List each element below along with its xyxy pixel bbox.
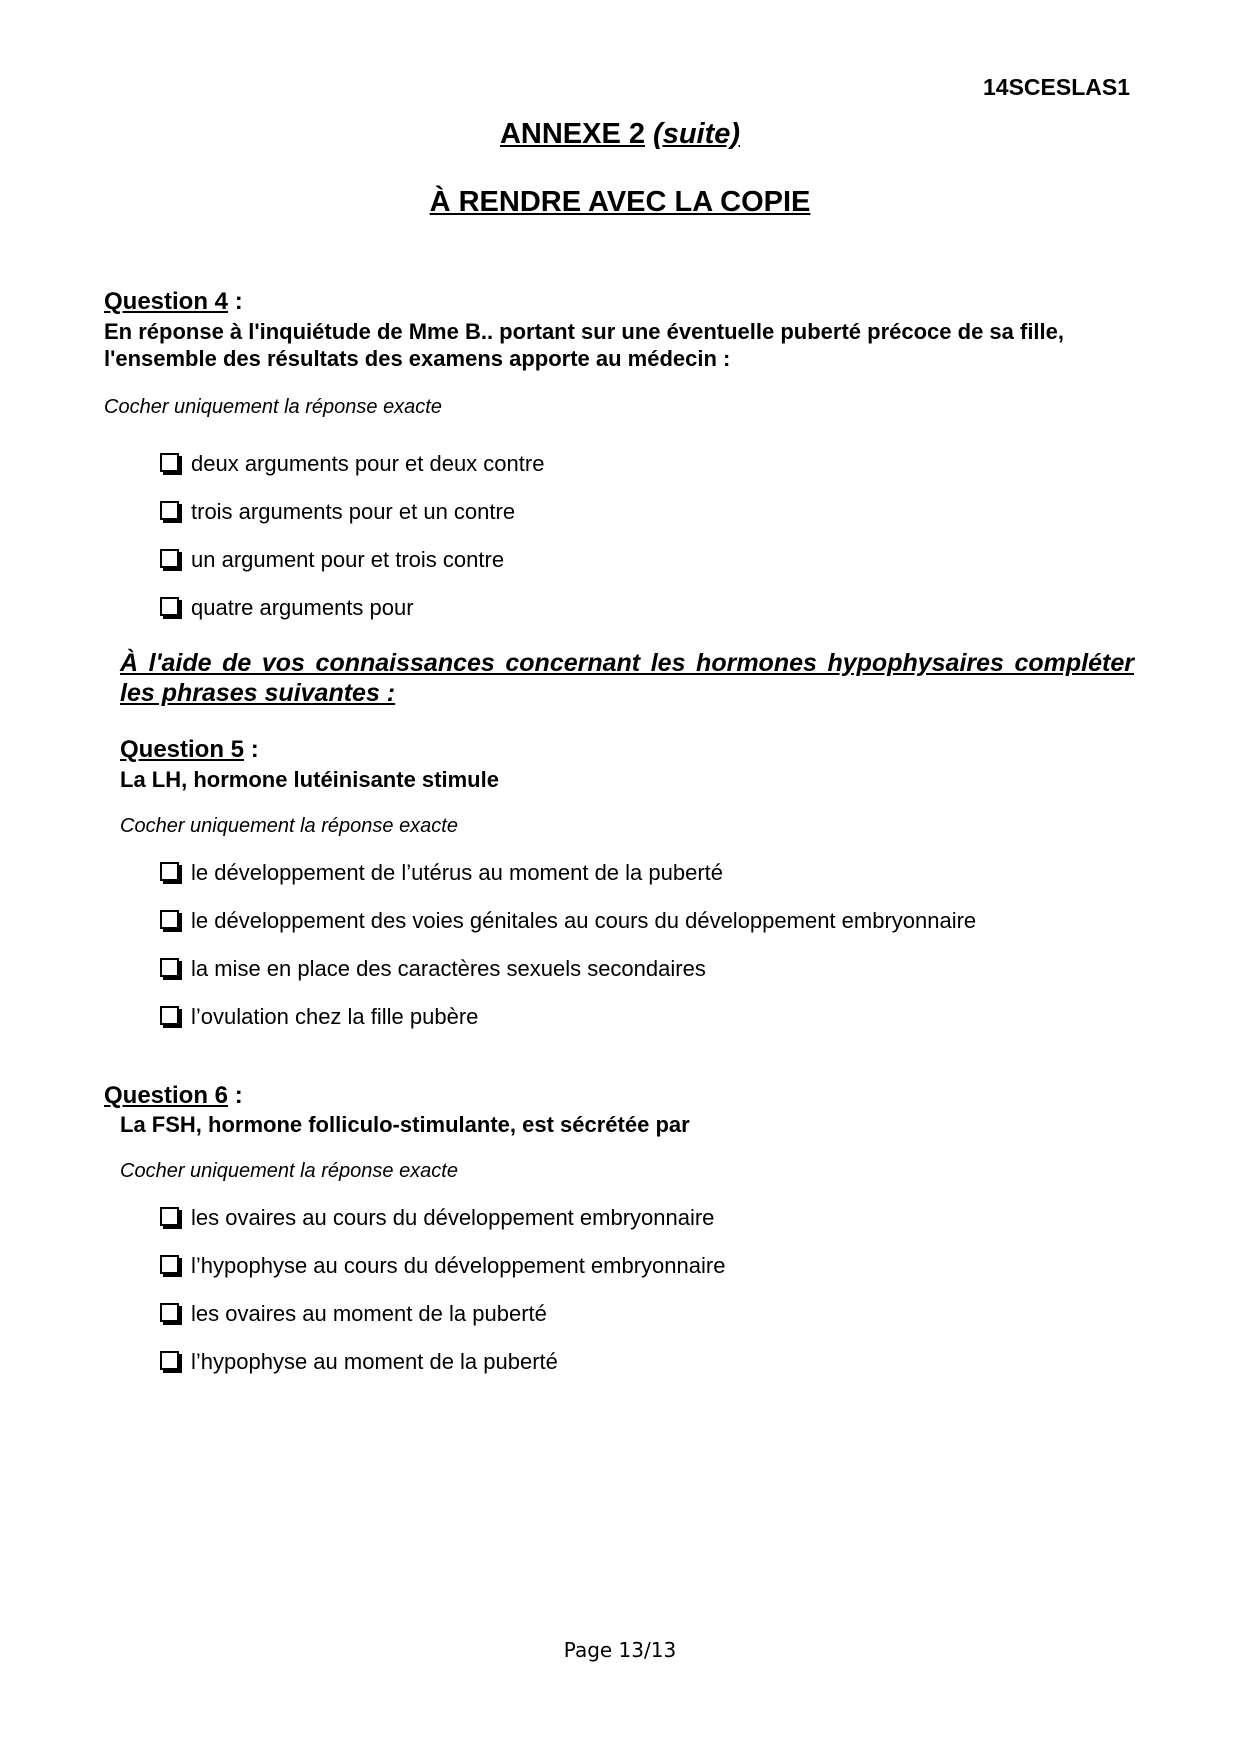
question-6-option-1[interactable] (160, 1205, 714, 1231)
question-6-option-4[interactable] (160, 1349, 558, 1375)
checkbox-icon[interactable] (160, 1006, 179, 1025)
checkbox-icon[interactable] (160, 549, 179, 568)
question-6-heading (104, 1082, 243, 1110)
question-4-label: Question 4 (104, 288, 229, 315)
option-label: l’ovulation chez la fille pubère (191, 1004, 479, 1029)
annex-title (0, 118, 1240, 151)
question-4-text-line2: l'ensemble des résultats des examens apporte au médecin : (104, 346, 731, 371)
checkbox-icon[interactable] (160, 501, 179, 520)
question-6-label: Question 6 (104, 1082, 229, 1109)
question-4-instruction: Cocher uniquement la réponse exacte (104, 396, 442, 418)
question-4-option-3[interactable] (160, 547, 504, 573)
checkbox-icon[interactable] (160, 1207, 179, 1226)
checkbox-icon[interactable] (160, 1255, 179, 1274)
option-label: le développement de l’utérus au moment de la puberté (191, 860, 724, 885)
question-5-option-2[interactable] (160, 908, 976, 934)
question-4-heading (104, 288, 243, 316)
question-4-option-1[interactable] (160, 451, 544, 477)
checkbox-icon[interactable] (160, 1303, 179, 1322)
question-6-colon: : (228, 1082, 243, 1109)
question-4-option-2[interactable] (160, 499, 515, 525)
question-5-option-4[interactable] (160, 1004, 478, 1030)
question-6-option-2[interactable] (160, 1253, 725, 1279)
question-5-label: Question 5 (120, 736, 245, 763)
option-label: les ovaires au moment de la puberté (191, 1301, 547, 1326)
checkbox-icon[interactable] (160, 1351, 179, 1370)
question-4-colon: : (228, 288, 243, 315)
option-label: trois arguments pour et un contre (191, 499, 516, 524)
question-5-text: La LH, hormone lutéinisante stimule (120, 767, 499, 792)
question-5-option-3[interactable] (160, 956, 706, 982)
page-number: Page 13/13 (563, 1638, 677, 1662)
option-label: la mise en place des caractères sexuels secondaires (191, 956, 706, 981)
checkbox-icon[interactable] (160, 910, 179, 929)
annex-title-suite: (suite) (653, 118, 741, 150)
option-label: le développement des voies génitales au cours du développement embryonnaire (191, 908, 977, 933)
option-label: quatre arguments pour (191, 595, 414, 620)
question-5-instruction: Cocher uniquement la réponse exacte (120, 815, 458, 837)
option-label: deux arguments pour et deux contre (191, 451, 545, 476)
option-label: l’hypophyse au cours du développement embryonnaire (191, 1253, 726, 1278)
return-instruction-title: À RENDRE AVEC LA COPIE (429, 186, 811, 218)
question-5-colon: : (244, 736, 259, 763)
annex-title-main: ANNEXE 2 (499, 118, 645, 150)
option-label: les ovaires au cours du développement embryonnaire (191, 1205, 715, 1230)
question-5-option-1[interactable] (160, 860, 723, 886)
question-6-instruction: Cocher uniquement la réponse exacte (120, 1160, 458, 1182)
question-6-option-3[interactable] (160, 1301, 547, 1327)
option-label: l’hypophyse au moment de la puberté (191, 1349, 558, 1374)
checkbox-icon[interactable] (160, 453, 179, 472)
question-6-text: La FSH, hormone folliculo-stimulante, est sécrétée par (120, 1112, 690, 1137)
checkbox-icon[interactable] (160, 958, 179, 977)
option-label: un argument pour et trois contre (191, 547, 505, 572)
question-4-text-line1: En réponse à l'inquiétude de Mme B.. portant sur une éventuelle puberté précoce de sa fille, (104, 319, 1065, 344)
section-instruction: À l'aide de vos connaissances concernant les hormones hypophysaires compléter les phrases suivantes : (120, 649, 1134, 707)
question-4-option-4[interactable] (160, 595, 414, 621)
checkbox-icon[interactable] (160, 862, 179, 881)
checkbox-icon[interactable] (160, 597, 179, 616)
question-5-heading (120, 736, 259, 764)
document-code: 14SCESLAS1 (982, 74, 1130, 100)
